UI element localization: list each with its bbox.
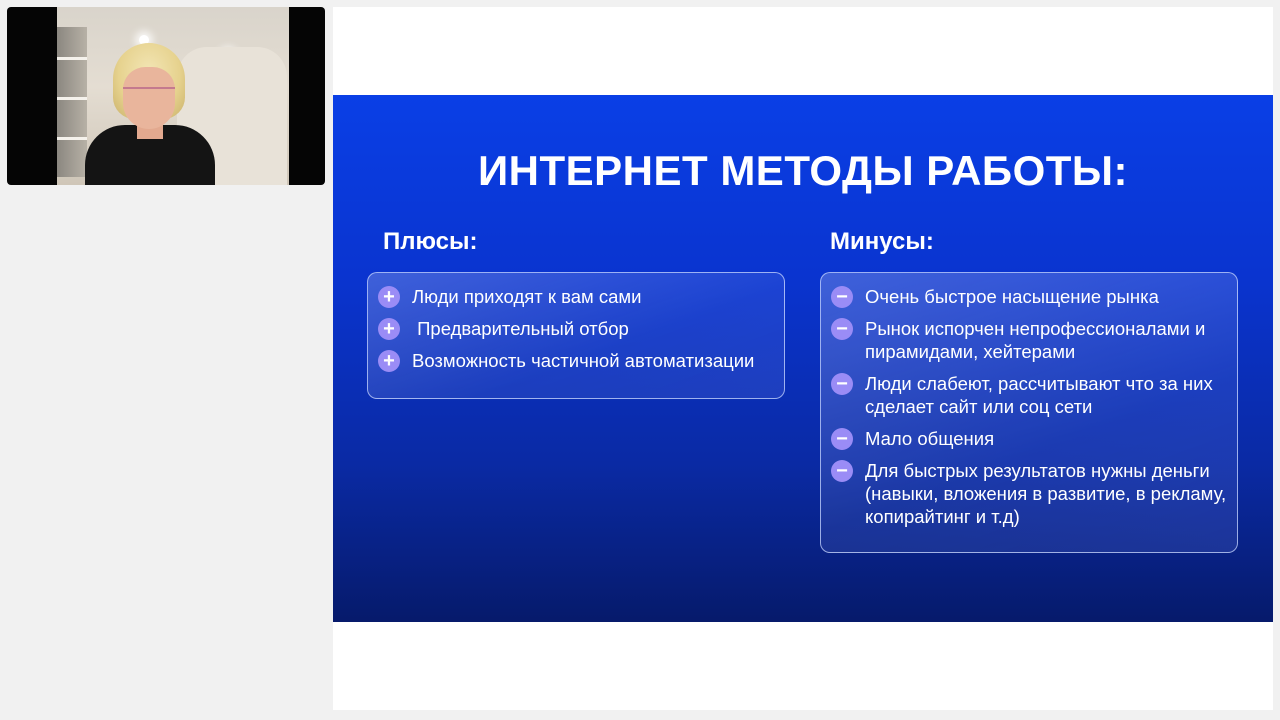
minus-icon: − <box>831 286 853 308</box>
minus-icon: − <box>831 428 853 450</box>
cons-item-text: Люди слабеют, рассчитывают что за них сделает сайт или соц сети <box>865 373 1213 417</box>
cons-item <box>831 372 1227 418</box>
cons-item <box>831 285 1227 308</box>
minus-icon: − <box>831 373 853 395</box>
shelf-divider <box>57 97 87 100</box>
cons-item <box>831 459 1227 528</box>
pros-item <box>378 317 774 340</box>
presentation-slide <box>333 95 1273 622</box>
plus-icon: + <box>378 286 400 308</box>
minus-icon: − <box>831 460 853 482</box>
cons-item-text: Очень быстрое насыщение рынка <box>865 286 1159 307</box>
pros-heading: Плюсы: <box>383 228 478 255</box>
pros-item-text: Возможность частичной автоматизации <box>412 350 755 371</box>
participant-glasses <box>123 87 175 101</box>
participant-video-tile[interactable] <box>7 7 325 185</box>
slide-title: ИНТЕРНЕТ МЕТОДЫ РАБОТЫ: <box>477 147 1129 194</box>
shared-screen-panel <box>333 7 1273 710</box>
shelf-divider <box>57 137 87 140</box>
cons-item-text: Для быстрых результатов нужны деньги (навыки, вложения в развитие, в рекламу, копирайтинг и т.д) <box>865 460 1227 527</box>
plus-icon: + <box>378 318 400 340</box>
participant-video-feed <box>57 7 289 185</box>
pros-item <box>378 285 774 308</box>
pros-card <box>367 272 785 399</box>
cons-item-text: Мало общения <box>865 428 995 449</box>
plus-icon: + <box>378 350 400 372</box>
cons-card <box>820 272 1238 553</box>
cons-item-text: Рынок испорчен непрофессионалами и пирамидами, хейтерами <box>865 318 1206 362</box>
background-shelf <box>57 27 87 177</box>
minus-icon: − <box>831 318 853 340</box>
cons-heading: Минусы: <box>830 228 934 255</box>
pros-item-text: Люди приходят к вам сами <box>412 286 642 307</box>
pros-item-text: Предварительный отбор <box>412 318 629 339</box>
pros-item <box>378 349 774 372</box>
cons-item <box>831 427 1227 450</box>
shelf-divider <box>57 57 87 60</box>
cons-item <box>831 317 1227 363</box>
